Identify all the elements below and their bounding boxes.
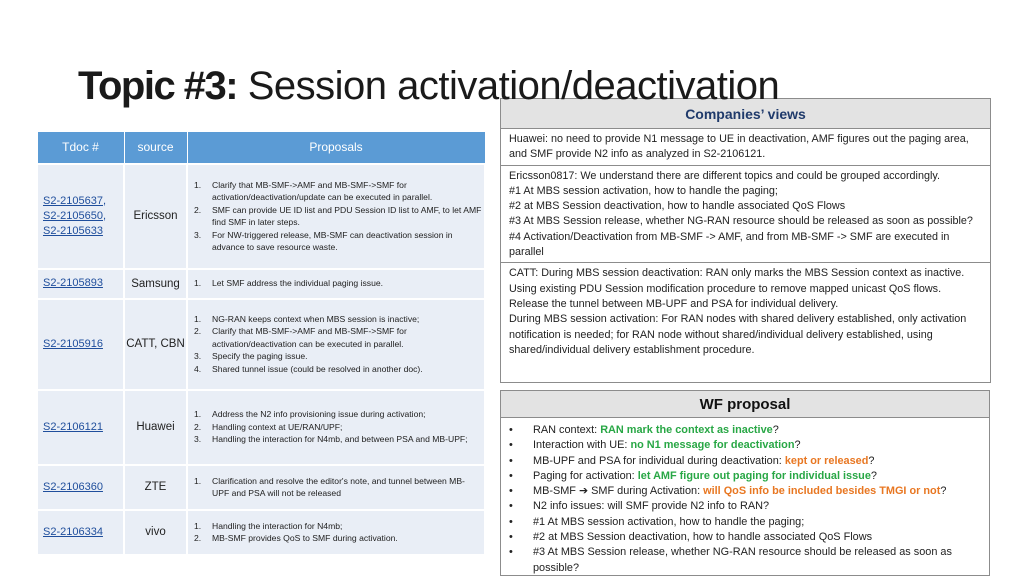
wf-item: • MB-SMF ➔ SMF during Activation: will QoS info be included besides TMGI or not?: [509, 484, 983, 499]
tdoc-link[interactable]: S2-2105893: [43, 277, 103, 289]
wf-proposal-list: [501, 418, 989, 576]
proposal-item: 1. Clarification and resolve the editor's note, and tunnel between MB-UPF and PSA will not be released: [194, 475, 465, 498]
table-row: [37, 164, 485, 269]
view-line: Ericsson0817: We understand there are different topics and could be grouped accordingly.: [509, 169, 940, 182]
wf-proposal-panel: [500, 390, 990, 576]
bullet-icon: •: [509, 424, 513, 436]
highlight-text: RAN mark the context as inactive: [600, 424, 773, 436]
proposals-cell: [187, 164, 485, 269]
view-line: During MBS session activation: For RAN nodes with shared delivery established, only activation notification is needed; for RAN node without shared/individual delivery established, using shared/individual delivery establishment procedure.: [509, 313, 967, 356]
source-cell: Huawei: [124, 390, 187, 465]
source-cell: vivo: [124, 510, 187, 555]
wf-item: • Paging for activation: let AMF figure out paging for individual issue?: [509, 469, 983, 484]
bullet-icon: •: [509, 500, 513, 513]
tdoc-link[interactable]: S2-2105650,: [43, 209, 106, 222]
proposal-item: 4. Shared tunnel issue (could be resolved in another doc).: [194, 363, 423, 374]
arrow-right-icon: ➔: [578, 485, 589, 498]
view-ericsson: [501, 166, 990, 264]
table-row: [37, 465, 485, 510]
source-cell: ZTE: [124, 465, 187, 510]
proposals-cell: [187, 510, 485, 555]
table-header-row: [37, 132, 485, 164]
proposal-item: 2. Handling context at UE/RAN/UPF;: [194, 421, 343, 432]
wf-item: • RAN context: RAN mark the context as inactive?: [509, 423, 983, 438]
wf-item: • #1 At MBS session activation, how to handle the paging;: [509, 515, 983, 530]
tdoc-cell: [37, 465, 124, 510]
tdoc-cell: [37, 269, 124, 299]
tdoc-link[interactable]: S2-2105916: [43, 337, 103, 350]
table-row: [37, 390, 485, 465]
highlight-text: will QoS info be included besides TMGI or not: [703, 485, 941, 498]
header-source: source: [124, 132, 187, 164]
proposal-item: 1. Address the N2 info provisioning issue during activation;: [194, 409, 426, 420]
highlight-text: no N1 message for deactivation: [630, 439, 795, 452]
header-tdoc: Tdoc #: [37, 132, 124, 164]
view-huawei: [501, 129, 990, 166]
proposals-cell: [187, 299, 485, 390]
proposal-item: 3. Specify the paging issue.: [194, 351, 308, 362]
bullet-icon: •: [509, 546, 513, 559]
tdoc-cell: [37, 299, 124, 390]
source-cell: Samsung: [124, 269, 187, 299]
bullet-icon: •: [509, 454, 513, 467]
companies-views-panel: [500, 98, 991, 383]
page-title: [78, 62, 779, 110]
title-topic: Topic #3:: [78, 64, 238, 108]
source-cell: CATT, CBN: [124, 299, 187, 390]
title-subject: Session activation/deactivation: [237, 64, 780, 108]
wf-item: • MB-UPF and PSA for individual during deactivation: kept or released?: [509, 454, 983, 469]
wf-item: • Interaction with UE: no N1 message for deactivation?: [509, 438, 983, 453]
bullet-icon: •: [509, 531, 513, 544]
tdoc-link[interactable]: S2-2105633: [43, 224, 103, 237]
proposal-item: 3. For NW-triggered release, MB-SMF can deactivation session in advance to save resource waste.: [194, 229, 453, 252]
bullet-icon: •: [509, 515, 513, 528]
companies-views-header: Companies’ views: [501, 99, 990, 129]
view-line: #2 at MBS Session deactivation, how to handle associated QoS Flows: [509, 200, 846, 213]
tdoc-cell: [37, 164, 124, 269]
table-row: [37, 299, 485, 390]
proposals-cell: [187, 269, 485, 299]
proposal-item: 1. Let SMF address the individual paging issue.: [194, 278, 384, 289]
tdoc-link[interactable]: S2-2106334: [43, 525, 103, 538]
table-row: [37, 269, 485, 299]
proposal-item: 2. SMF can provide UE ID list and PDU Session ID list to AMF, to let AMF find SMF in later steps.: [194, 204, 482, 227]
proposal-item: 2. Clarify that MB-SMF->AMF and MB-SMF->SMF for activation/deactivation can be executed in parallel.: [194, 326, 407, 349]
tdoc-link[interactable]: S2-2106121: [43, 420, 103, 433]
header-proposals: Proposals: [187, 132, 485, 164]
proposal-item: 1. NG-RAN keeps context when MBS session is inactive;: [194, 313, 420, 324]
view-line: #3 At MBS Session release, whether NG-RAN resource should be released as soon as possible?: [509, 215, 973, 228]
tdoc-link[interactable]: S2-2105637,: [43, 194, 106, 207]
highlight-text: kept or released: [784, 454, 869, 467]
proposal-item: 1. Handling the interaction for N4mb;: [194, 520, 343, 531]
source-cell: Ericsson: [124, 164, 187, 269]
tdoc-cell: [37, 510, 124, 555]
tdoc-table: [36, 131, 486, 556]
bullet-icon: •: [509, 485, 513, 498]
proposal-item: 1. Clarify that MB-SMF->AMF and MB-SMF->SMF for activation/deactivation/update can be executed in parallel.: [194, 179, 433, 202]
wf-item: • N2 info issues: will SMF provide N2 info to RAN?: [509, 499, 983, 514]
view-text: Huawei: no need to provide N1 message to UE in deactivation, AMF figures out the paging area, and SMF provide N2 info as analyzed in S2-2106121.: [509, 133, 969, 161]
proposal-item: 3. Handling the interaction for N4mb, and between PSA and MB-UPF;: [194, 434, 468, 445]
wf-item: • #2 at MBS Session deactivation, how to handle associated QoS Flows: [509, 530, 983, 545]
view-line: CATT: During MBS session deactivation: RAN only marks the MBS Session context as inactive. Using existing PDU Session modification procedure to remove mapped unicast QoS flows. Release the tunnel between MB-UPF and PSA for individual delivery.: [509, 267, 965, 310]
proposals-cell: [187, 390, 485, 465]
wf-proposal-header: WF proposal: [501, 391, 989, 418]
highlight-text: let AMF figure out paging for individual issue: [637, 469, 871, 482]
tdoc-link[interactable]: S2-2106360: [43, 480, 103, 493]
proposal-item: 2. MB-SMF provides QoS to SMF during activation.: [194, 533, 398, 543]
view-catt: [501, 263, 990, 360]
table-row: [37, 510, 485, 555]
proposals-cell: [187, 465, 485, 510]
view-line: #4 Activation/Deactivation from MB-SMF -> AMF, and from MB-SMF -> SMF are executed in parallel: [509, 230, 950, 259]
bullet-icon: •: [509, 439, 513, 452]
view-line: #1 At MBS session activation, how to handle the paging;: [509, 184, 778, 197]
wf-item: • #3 At MBS Session release, whether NG-RAN resource should be released as soon as possible?: [509, 545, 983, 576]
tdoc-cell: [37, 390, 124, 465]
bullet-icon: •: [509, 469, 513, 482]
